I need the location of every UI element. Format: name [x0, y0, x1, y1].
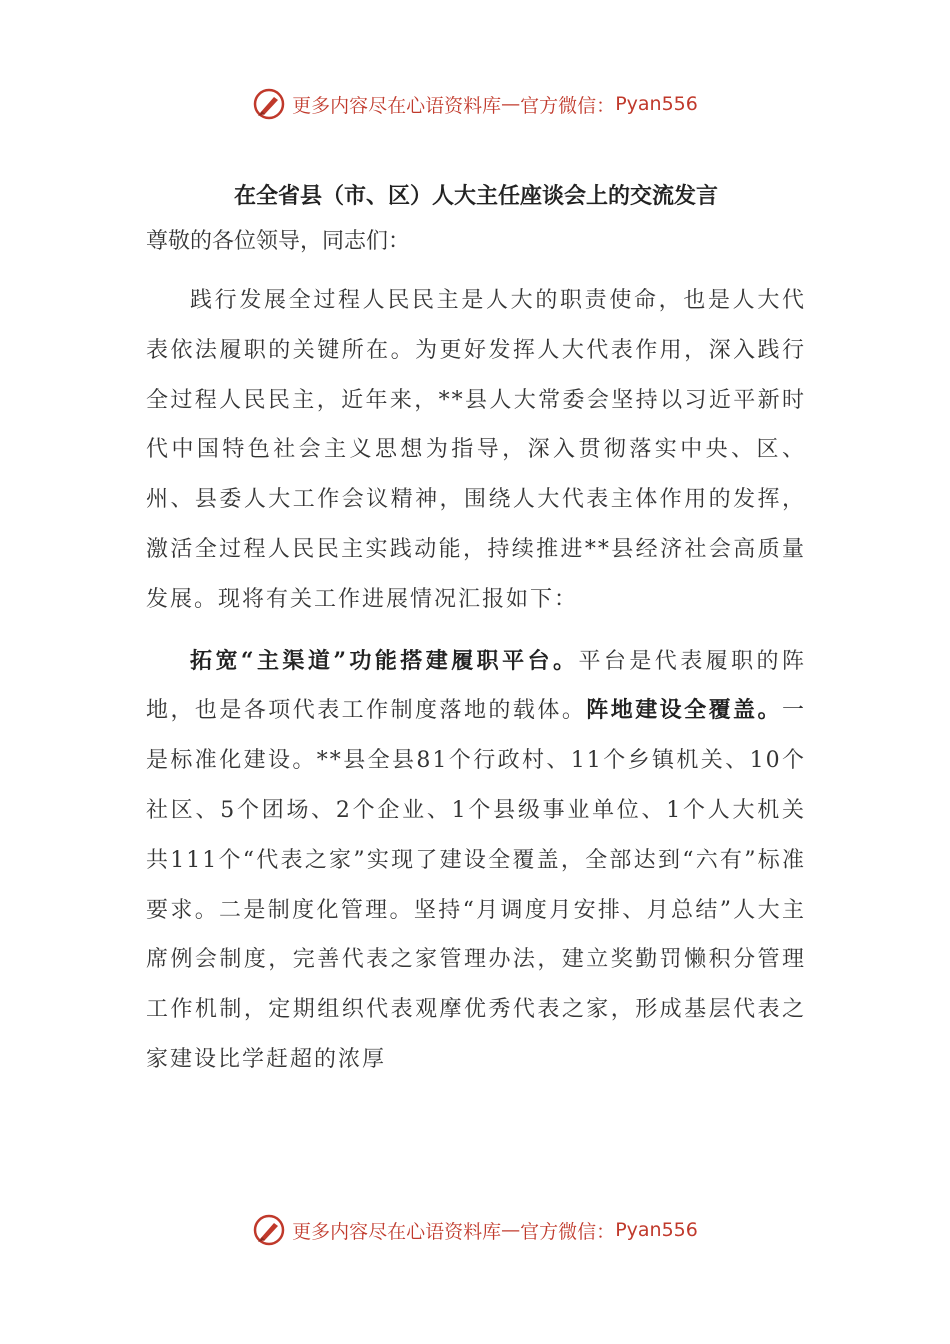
watermark-banner-bottom [0, 1210, 950, 1250]
para2-text-1: 平台是代表履职的阵地，也是各项代表工作制度落地的载体。 [146, 648, 806, 724]
watermark-text-main: 更多内容尽在心语资料库 [292, 94, 502, 117]
watermark-wechat-id: Pyan556 [615, 1219, 698, 1241]
pen-logo-icon [252, 87, 286, 121]
watermark-banner-top [0, 84, 950, 124]
salutation: 尊敬的各位领导，同志们： [146, 229, 411, 254]
watermark-separator: — [501, 93, 521, 115]
para2-text-2: 一是标准化建设。**县全县81个行政村、11个乡镇机关、10个社区、5个团场、2个企业、1个县级事业单位、1个人大机关共111个“代表之家”实现了建设全覆盖，全部达到“六有”标准要求。二是制度化管理。坚持“月调度月安排、月总结”人大主席例会制度，完善代表之家管理办法，建立奖勤罚懒积分管理工作机制，定期组织代表观摩优秀代表之家，形成基层代表之家建设比学赶超的浓厚 [146, 698, 806, 1072]
watermark-text-main: 更多内容尽在心语资料库 [292, 1220, 502, 1243]
watermark-wechat-label: 官方微信： [520, 1220, 616, 1243]
paragraph-2 [146, 637, 806, 1085]
para2-subheading: 阵地建设全覆盖。 [586, 697, 782, 724]
para2-heading: 拓宽“主渠道”功能搭建履职平台。 [190, 647, 579, 674]
document-title: 在全省县（市、区）人大主任座谈会上的交流发言 [233, 183, 718, 209]
watermark-wechat-id: Pyan556 [615, 93, 698, 115]
paragraph-1: 践行发展全过程人民民主是人大的职责使命，也是人大代表依法履职的关键所在。为更好发挥人大代表作用，深入践行全过程人民民主，近年来，**县人大常委会坚持以习近平新时代中国特色社会主义思想为指导，深入贯彻落实中央、区、州、县委人大工作会议精神，围绕人大代表主体作用的发挥，激活全过程人民民主实践动能，持续推进**县经济社会高质量发展。现将有关工作进展情况汇报如下： [146, 288, 806, 612]
document-body [146, 170, 806, 1085]
watermark-separator: — [501, 1219, 521, 1241]
watermark-wechat-label: 官方微信： [520, 94, 616, 117]
pen-logo-icon [252, 1213, 286, 1247]
